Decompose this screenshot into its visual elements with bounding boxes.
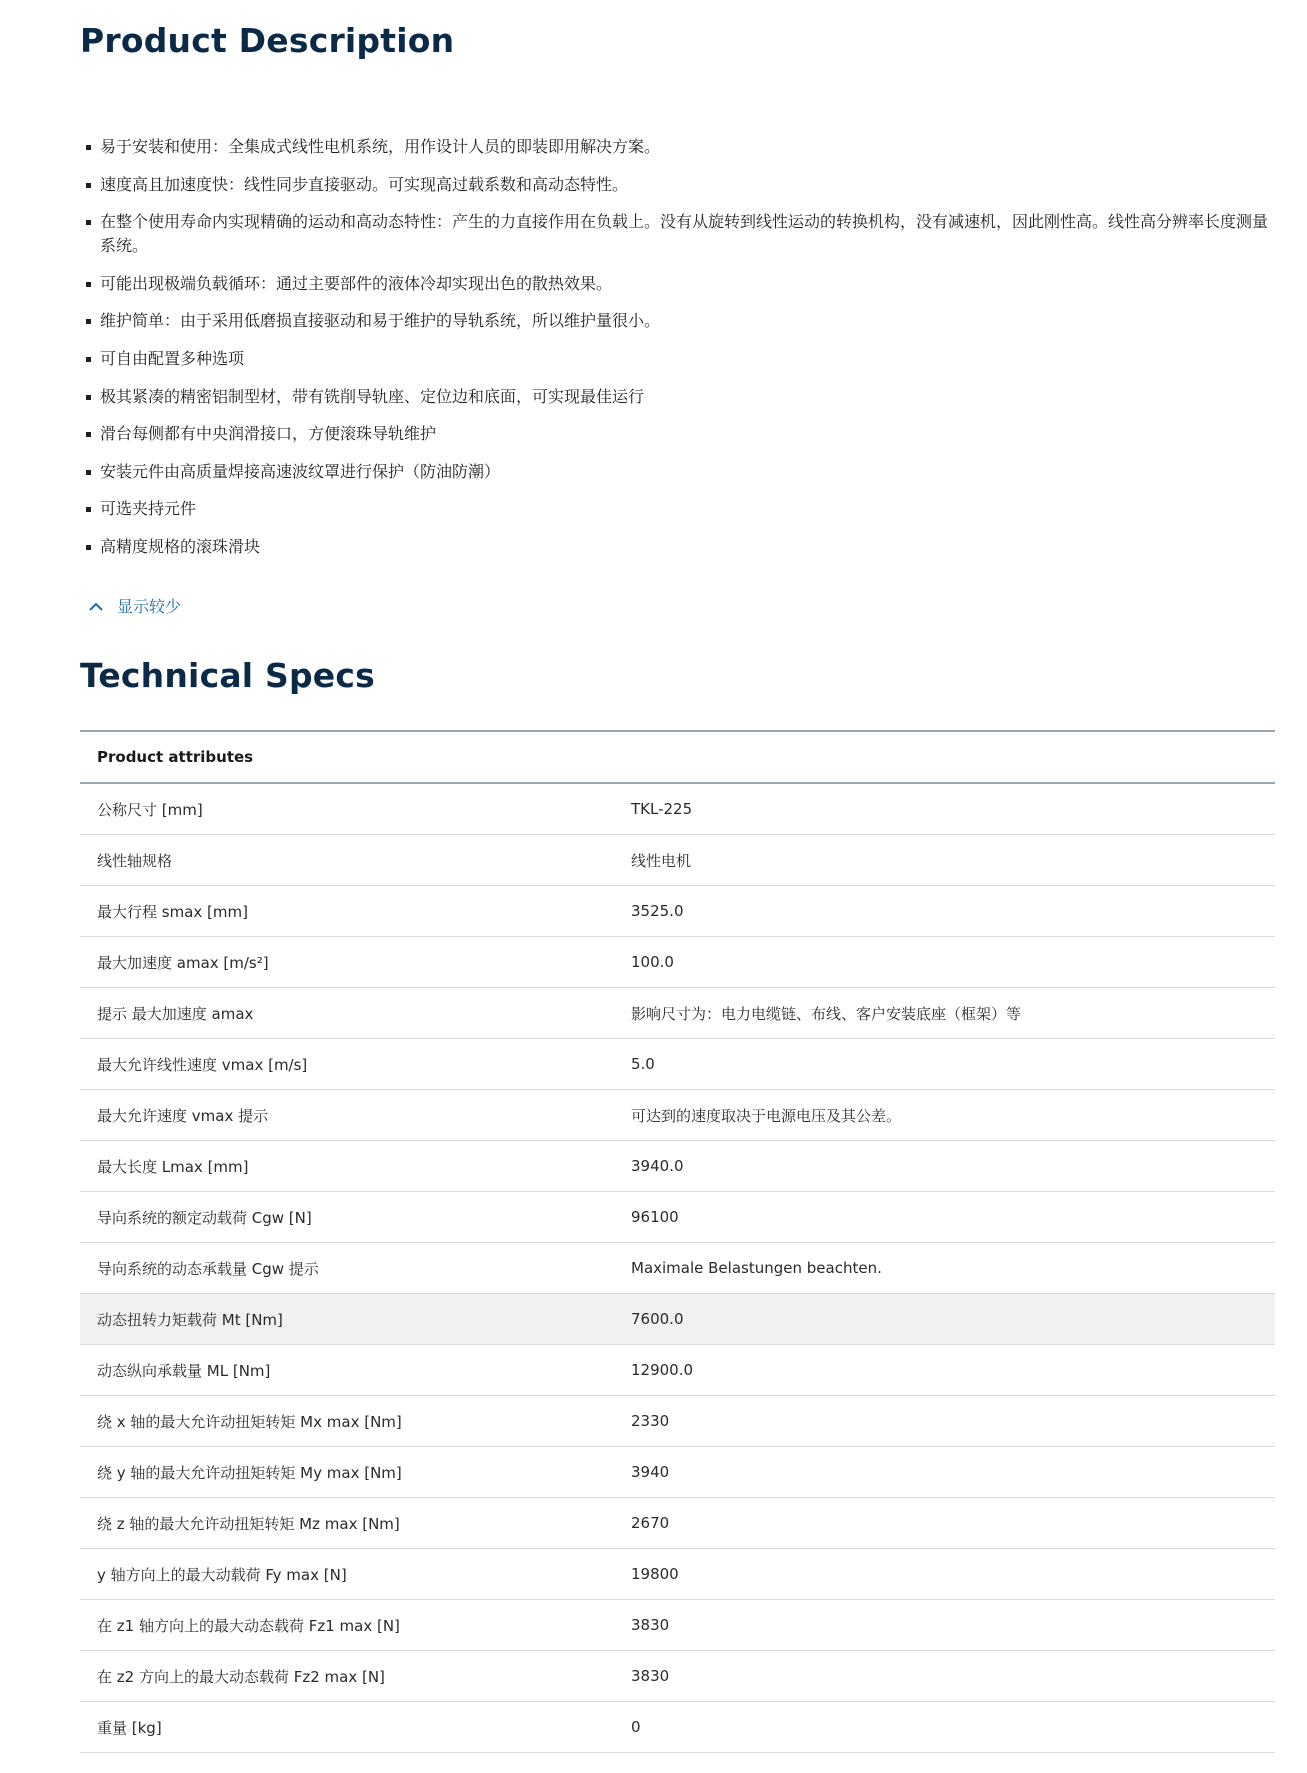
spec-attribute-value: Maximale Belastungen beachten. [614, 1243, 1275, 1294]
spec-row [80, 783, 1275, 835]
spec-attribute-name: y 轴方向上的最大动载荷 Fy max [N] [80, 1549, 614, 1600]
spec-attribute-name: 在 z2 方向上的最大动态载荷 Fz2 max [N] [80, 1651, 614, 1702]
spec-attribute-name: 提示 最大加速度 amax [80, 988, 614, 1039]
description-bullet-item [80, 385, 1275, 409]
bullet-text: 可自由配置多种选项 [100, 348, 245, 368]
spec-attribute-name: 最大长度 Lmax [mm] [80, 1141, 614, 1192]
bullet-marker-icon [86, 507, 91, 512]
spec-row [80, 1600, 1275, 1651]
bullet-text: 速度高且加速度快：线性同步直接驱动。可实现高过载系数和高动态特性。 [100, 174, 629, 194]
spec-attribute-value: 100.0 [614, 937, 1275, 988]
spec-attribute-name: 最大行程 smax [mm] [80, 886, 614, 937]
bullet-marker-icon [86, 183, 91, 188]
description-bullet-item [80, 173, 1275, 197]
spec-attribute-name: 最大加速度 amax [m/s²] [80, 937, 614, 988]
spec-row [80, 1039, 1275, 1090]
spec-attribute-value: 3525.0 [614, 886, 1275, 937]
spec-attribute-name: 绕 x 轴的最大允许动扭矩转矩 Mx max [Nm] [80, 1396, 614, 1447]
bullet-marker-icon [86, 470, 91, 475]
bullet-text: 高精度规格的滚珠滑块 [100, 536, 261, 556]
spec-attribute-name: 公称尺寸 [mm] [80, 783, 614, 835]
spec-attribute-name: 在 z1 轴方向上的最大动态载荷 Fz1 max [N] [80, 1600, 614, 1651]
spec-attribute-name: 绕 z 轴的最大允许动扭矩转矩 Mz max [Nm] [80, 1498, 614, 1549]
spec-attribute-name: 重量 [kg] [80, 1702, 614, 1753]
spec-row [80, 1702, 1275, 1753]
spec-attribute-value: 7600.0 [614, 1294, 1275, 1345]
spec-attribute-value: 12900.0 [614, 1345, 1275, 1396]
show-less-label: 显示较少 [117, 597, 182, 616]
spec-attribute-value: 0 [614, 1702, 1275, 1753]
spec-row [80, 1141, 1275, 1192]
description-bullet-item [80, 347, 1275, 371]
spec-attribute-value: 19800 [614, 1549, 1275, 1600]
bullet-text: 滑台每侧都有中央润滑接口，方便滚珠导轨维护 [100, 424, 437, 444]
bullet-text: 易于安装和使用：全集成式线性电机系统，用作设计人员的即装即用解决方案。 [100, 137, 661, 156]
spec-row [80, 1447, 1275, 1498]
spec-row [80, 1192, 1275, 1243]
spec-attribute-name: 导向系统的额定动载荷 Cgw [N] [80, 1192, 614, 1243]
spec-row [80, 1396, 1275, 1447]
description-bullet-item [80, 422, 1275, 446]
bullet-text: 在整个使用寿命内实现精确的运动和高动态特性：产生的力直接作用在负载上。没有从旋转到线性运动的转换机构，没有减速机，因此刚性高。线性高分辨率长度测量系统。 [100, 212, 1269, 256]
chevron-up-icon [87, 598, 105, 616]
spec-table-body [80, 783, 1275, 1753]
spec-attribute-value: 3830 [614, 1600, 1275, 1651]
spec-attribute-value: 3940.0 [614, 1141, 1275, 1192]
product-description-title: Product Description [80, 21, 455, 60]
spec-row [80, 1651, 1275, 1702]
bullet-marker-icon [86, 282, 91, 287]
description-bullet-item [80, 135, 1275, 159]
spec-attribute-value: 3830 [614, 1651, 1275, 1702]
spec-attribute-value: 3940 [614, 1447, 1275, 1498]
description-bullet-list [80, 135, 1275, 573]
description-bullet-item [80, 497, 1275, 521]
spec-attribute-name: 动态纵向承载量 ML [Nm] [80, 1345, 614, 1396]
spec-attribute-value: 影响尺寸为：电力电缆链、布线、客户安装底座（框架）等 [614, 988, 1275, 1039]
description-bullet-item [80, 460, 1275, 484]
spec-row [80, 886, 1275, 937]
spec-row [80, 988, 1275, 1039]
spec-attribute-name: 动态扭转力矩载荷 Mt [Nm] [80, 1294, 614, 1345]
description-bullet-item [80, 535, 1275, 559]
bullet-marker-icon [86, 145, 91, 150]
bullet-text: 安装元件由高质量焊接高速波纹罩进行保护（防油防潮） [100, 461, 501, 481]
product-attributes-header: Product attributes [80, 731, 1275, 783]
spec-attribute-name: 绕 y 轴的最大允许动扭矩转矩 My max [Nm] [80, 1447, 614, 1498]
spec-attribute-name: 最大允许线性速度 vmax [m/s] [80, 1039, 614, 1090]
bullet-marker-icon [86, 432, 91, 437]
spec-attribute-value: 2330 [614, 1396, 1275, 1447]
bullet-marker-icon [86, 220, 91, 225]
spec-row [80, 1498, 1275, 1549]
technical-specs-title: Technical Specs [80, 656, 375, 695]
description-bullet-item [80, 210, 1275, 258]
spec-attribute-name: 最大允许速度 vmax 提示 [80, 1090, 614, 1141]
description-bullet-item [80, 272, 1275, 296]
description-bullet-item [80, 309, 1275, 333]
bullet-text: 维护简单：由于采用低磨损直接驱动和易于维护的导轨系统，所以维护量很小。 [100, 311, 661, 331]
spec-row [80, 1549, 1275, 1600]
spec-attribute-value: 2670 [614, 1498, 1275, 1549]
spec-row [80, 1090, 1275, 1141]
bullet-marker-icon [86, 545, 91, 550]
spec-attribute-name: 线性轴规格 [80, 835, 614, 886]
spec-attribute-value: 可达到的速度取决于电源电压及其公差。 [614, 1090, 1275, 1141]
bullet-text: 可能出现极端负载循环：通过主要部件的液体冷却实现出色的散热效果。 [100, 273, 613, 293]
bullet-marker-icon [86, 319, 91, 324]
spec-row [80, 1294, 1275, 1345]
spec-row [80, 1345, 1275, 1396]
spec-attribute-value: TKL-225 [614, 783, 1275, 835]
bullet-text: 可选夹持元件 [100, 499, 197, 519]
bullet-text: 极其紧凑的精密铝制型材，带有铣削导轨座、定位边和底面，可实现最佳运行 [100, 386, 645, 406]
spec-attribute-value: 96100 [614, 1192, 1275, 1243]
spec-attribute-value: 线性电机 [614, 835, 1275, 886]
bullet-marker-icon [86, 395, 91, 400]
spec-attribute-name: 导向系统的动态承载量 Cgw 提示 [80, 1243, 614, 1294]
spec-attribute-value: 5.0 [614, 1039, 1275, 1090]
spec-row [80, 937, 1275, 988]
spec-row [80, 835, 1275, 886]
spec-table [80, 730, 1275, 1753]
spec-table-header-row [80, 731, 1275, 783]
show-less-toggle[interactable] [87, 596, 181, 618]
bullet-marker-icon [86, 357, 91, 362]
spec-row [80, 1243, 1275, 1294]
